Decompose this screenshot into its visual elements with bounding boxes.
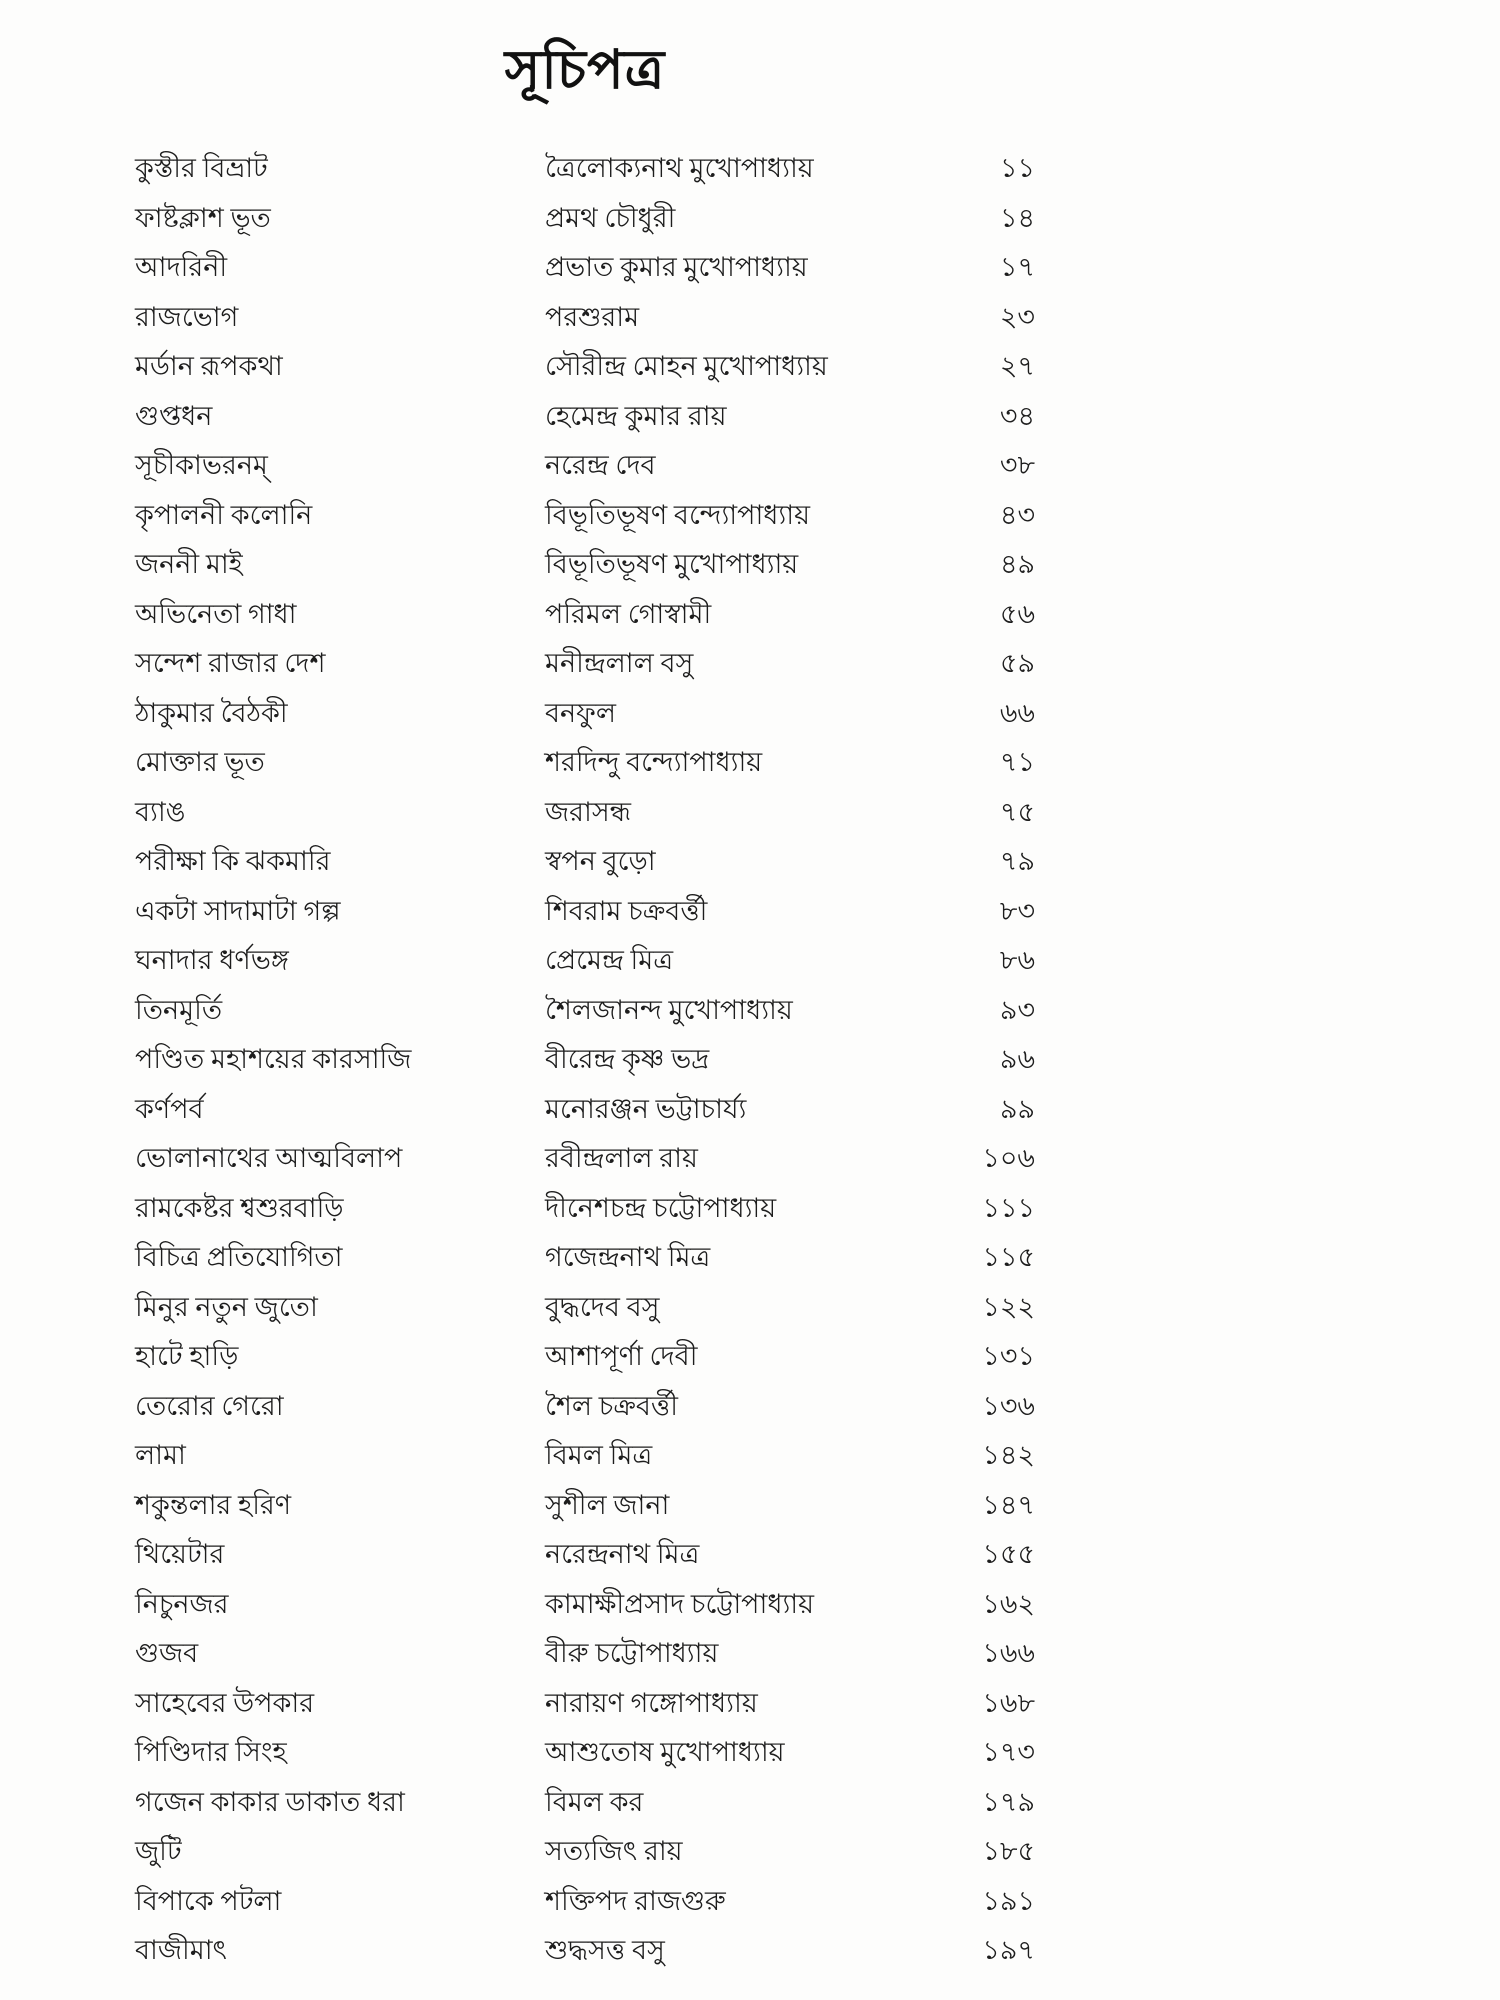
entry-title: পরীক্ষা কি ঝকমারি [135,846,331,876]
entry-title: রামকেষ্টর শ্বশুরবাড়ি [135,1192,344,1223]
entry-author: হেমেন্দ্র কুমার রায় [545,400,727,431]
toc-entry-row [135,936,1035,986]
toc-entry-row [135,837,1035,887]
page-title: সূচিপত্র [504,40,666,100]
toc-entry-row [135,1827,1035,1877]
entry-author: পরশুরাম [545,301,640,332]
toc-entry-row [135,293,1035,343]
entry-author: সত্যজিৎ রায় [545,1836,683,1866]
toc-entry-row [135,243,1035,293]
toc-entry-row [135,1629,1035,1679]
entry-title: জুটি [135,1836,182,1866]
toc-entry-row [135,689,1035,739]
entry-author: সুশীল জানা [545,1489,670,1520]
entry-author: কামাক্ষীপ্রসাদ চট্টোপাধ্যায় [545,1588,815,1619]
toc-entry-row [135,788,1035,838]
entry-page-number: ৯৯ [999,1093,1035,1124]
entry-title: পণ্ডিত মহাশয়ের কারসাজি [135,1044,412,1074]
toc-entry-row [135,441,1035,491]
toc-entry-row [135,738,1035,788]
toc-entry-row [135,1283,1035,1333]
entry-title: সন্দেশ রাজার দেশ [135,648,326,678]
entry-author: বীরেন্দ্র কৃষ্ণ ভদ্র [545,1044,710,1074]
entry-title: মর্ডান রূপকথা [135,351,283,381]
entry-title: বিচিত্র প্রতিযোগিতা [135,1242,343,1272]
entry-page-number: ১৬২ [982,1588,1035,1619]
toc-entry-row [135,1233,1035,1283]
toc-entry-row [135,887,1035,937]
entry-page-number: ৩৪ [999,400,1035,431]
toc-entry-row [135,1382,1035,1432]
entry-page-number: ৫৯ [999,648,1035,678]
toc-entry-row [135,194,1035,244]
entry-title: কৃপালনী কলোনি [135,499,313,530]
entry-author: শরদিন্দু বন্দ্যোপাধ্যায় [545,747,763,777]
toc-entry-row [135,1679,1035,1729]
entry-page-number: ১৯৭ [982,1935,1035,1965]
entry-page-number: ২৭ [999,351,1035,381]
entry-title: তিনমূর্তি [135,994,223,1025]
entry-page-number: ১১ [999,153,1035,183]
toc-entry-row [135,986,1035,1036]
toc-entry-row [135,1134,1035,1184]
entry-title: বাজীমাৎ [135,1935,227,1965]
entry-page-number: ১৫৫ [982,1539,1035,1569]
entry-title: মোক্তার ভূত [135,747,265,777]
entry-page-number: ১৬৬ [982,1638,1035,1668]
toc-entry-row [135,1530,1035,1580]
entry-author: পরিমল গোস্বামী [545,598,712,629]
entry-page-number: ১৪ [999,202,1035,233]
entry-page-number: ৩৮ [999,450,1035,480]
entry-author: রবীন্দ্রলাল রায় [545,1143,698,1173]
entry-author: ত্রৈলোক্যনাথ মুখোপাধ্যায় [545,153,814,183]
entry-page-number: ১১১ [982,1192,1035,1223]
entry-author: বিভূতিভূষণ মুখোপাধ্যায় [545,549,799,579]
entry-title: অভিনেতা গাধা [135,598,297,629]
entry-page-number: ১১৫ [982,1242,1035,1272]
entry-page-number: ৬৬ [999,697,1035,728]
entry-title: শকুন্তলার হরিণ [135,1489,292,1520]
entry-page-number: ৪৯ [999,549,1035,579]
entry-title: সাহেবের উপকার [135,1687,315,1718]
entry-author: বিমল মিত্র [545,1440,653,1470]
entry-author: নরেন্দ্রনাথ মিত্র [545,1539,700,1569]
toc-entry-row [135,1431,1035,1481]
entry-title: ঠাকুমার বৈঠকী [135,697,288,728]
entry-page-number: ১৭৩ [982,1737,1035,1767]
entry-author: শুদ্ধসত্ত বসু [545,1935,665,1965]
entry-title: তেরোর গেরো [135,1390,284,1421]
toc-entry-row [135,342,1035,392]
entry-title: থিয়েটার [135,1539,225,1569]
entry-author: বুদ্ধদেব বসু [545,1291,660,1322]
entry-author: সৌরীন্দ্র মোহন মুখোপাধ্যায় [545,351,828,381]
entry-page-number: ১৬৮ [982,1687,1035,1718]
entry-author: আশুতোষ মুখোপাধ্যায় [545,1737,785,1767]
entry-page-number: ১৮৫ [982,1836,1035,1866]
entry-author: শৈল চক্রবর্ত্তী [545,1390,678,1421]
toc-entry-row [135,1481,1035,1531]
toc-entry-row [135,639,1035,689]
entry-page-number: ৭৯ [999,846,1035,876]
entry-page-number: ৭১ [999,747,1035,777]
entry-title: ব্যাঙ [135,796,186,827]
entry-author: প্রমথ চৌধুরী [545,202,676,233]
entry-page-number: ১৪৭ [982,1489,1035,1520]
toc-entry-row [135,491,1035,541]
entry-page-number: ১৪২ [982,1440,1035,1470]
entry-author: বিভূতিভূষণ বন্দ্যোপাধ্যায় [545,499,810,530]
entry-page-number: ৪৩ [999,499,1035,530]
entry-author: দীনেশচন্দ্র চট্টোপাধ্যায় [545,1192,777,1223]
entry-author: বীরু চট্টোপাধ্যায় [545,1638,719,1668]
toc-list [135,144,1035,1976]
entry-title: লামা [135,1440,186,1470]
entry-title: রাজভোগ [135,301,239,332]
entry-page-number: ৯৬ [999,1044,1035,1074]
toc-content [135,20,1035,1976]
entry-author: মনীন্দ্রলাল বসু [545,648,694,678]
entry-author: নারায়ণ গঙ্গোপাধ্যায় [545,1687,758,1718]
entry-author: বনফুল [545,697,616,728]
entry-page-number: ১৭ [999,252,1035,282]
entry-title: ঘনাদার ধর্ণভঙ্গ [135,945,289,975]
entry-author: গজেন্দ্রনাথ মিত্র [545,1242,711,1272]
entry-page-number: ৫৬ [999,598,1035,629]
entry-title: পিণ্ডিদার সিংহ [135,1737,287,1767]
toc-entry-row [135,1728,1035,1778]
entry-page-number: ৮৬ [999,945,1035,975]
entry-page-number: ২৩ [999,301,1035,332]
entry-title: গুপ্তধন [135,400,213,431]
toc-entry-row [135,392,1035,442]
entry-author: শক্তিপদ রাজগুরু [545,1885,726,1916]
toc-entry-row [135,590,1035,640]
entry-page-number: ৮৩ [999,895,1035,926]
entry-author: প্রভাত কুমার মুখোপাধ্যায় [545,252,808,282]
entry-title: ফাষ্টক্লাশ ভূত [135,202,271,233]
toc-entry-row [135,1877,1035,1927]
entry-title: হাটে হাড়ি [135,1341,239,1371]
entry-title: মিনুর নতুন জুতো [135,1291,318,1322]
entry-title: জননী মাই [135,549,243,579]
toc-entry-row [135,144,1035,194]
entry-page-number: ৯৩ [999,994,1035,1025]
entry-page-number: ৭৫ [999,796,1035,827]
entry-title: আদরিনী [135,252,228,282]
entry-author: প্রেমেন্দ্র মিত্র [545,945,674,975]
entry-page-number: ১২২ [982,1291,1035,1322]
entry-title: সূচীকাভরনম্ [135,450,268,480]
entry-author: বিমল কর [545,1786,644,1817]
entry-author: মনোরঞ্জন ভট্টাচার্য্য [545,1093,747,1124]
entry-author: জরাসন্ধ [545,796,632,827]
toc-entry-row [135,1778,1035,1828]
entry-page-number: ১৯১ [982,1885,1035,1916]
entry-author: স্বপন বুড়ো [545,846,656,876]
entry-author: শিবরাম চক্রবর্ত্তী [545,895,708,926]
entry-title: নিচুনজর [135,1588,229,1619]
entry-page-number: ১৩১ [982,1341,1035,1371]
entry-title: কুস্তীর বিভ্রাট [135,153,268,183]
entry-page-number: ১০৬ [982,1143,1035,1173]
entry-page-number: ১৭৯ [982,1786,1035,1817]
entry-title: একটা সাদামাটা গল্প [135,895,341,926]
entry-title: গুজব [135,1638,199,1668]
entry-title: কর্ণপর্ব [135,1093,204,1124]
toc-entry-row [135,1332,1035,1382]
entry-title: ভোলানাথের আত্মবিলাপ [135,1143,403,1173]
toc-entry-row [135,540,1035,590]
toc-entry-row [135,1184,1035,1234]
entry-author: শৈলজানন্দ মুখোপাধ্যায় [545,994,793,1025]
toc-entry-row [135,1580,1035,1630]
entry-author: আশাপূর্ণা দেবী [545,1341,698,1371]
entry-author: নরেন্দ্র দেব [545,450,656,480]
entry-title: গজেন কাকার ডাকাত ধরা [135,1786,405,1817]
toc-entry-row [135,1926,1035,1976]
toc-entry-row [135,1035,1035,1085]
toc-entry-row [135,1085,1035,1135]
entry-page-number: ১৩৬ [982,1390,1035,1421]
entry-title: বিপাকে পটলা [135,1885,282,1916]
